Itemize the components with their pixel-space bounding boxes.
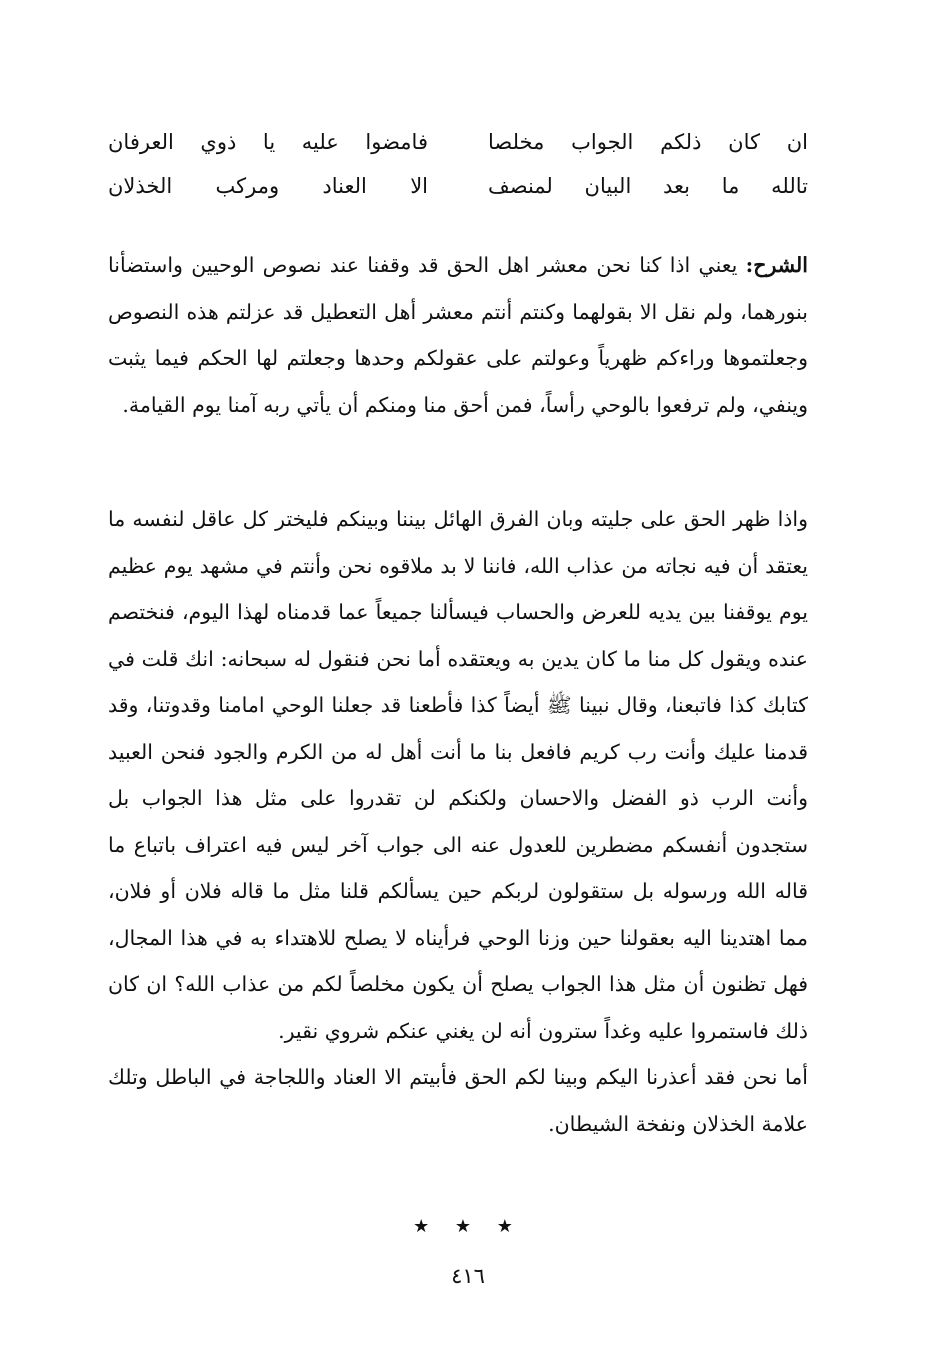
commentary-text: يعني اذا كنا نحن معشر اهل الحق قد وقفنا عند نصوص الوحيين واستضأنا بنورهما، ولم نقل الا بقولهما وكنتم أنتم معشر أهل التعطيل قد عزلتم هذه النصوص وجعلتموها وراءكم ظهرياً وعولتم على عقولكم وحدها وجعلتم لها الحكم فيما يثبت وينفي، ولم ترفعوا بالوحي رأساً، فمن أحق منا ومنكم أن يأتي ربه آمنا يوم القيامة. bbox=[108, 253, 808, 417]
first-hemistich: تالله ما بعد البيان لمنصف bbox=[488, 174, 808, 198]
second-hemistich: الا العناد ومركب الخذلان bbox=[108, 174, 428, 198]
commentary-paragraph bbox=[108, 242, 808, 428]
second-hemistich: فامضوا عليه يا ذوي العرفان bbox=[108, 130, 428, 154]
page-number: ٤١٦ bbox=[451, 1264, 485, 1288]
poem-verse bbox=[108, 118, 808, 166]
commentary-paragraph: واذا ظهر الحق على جليته وبان الفرق الهائل بيننا وبينكم فليختر كل عاقل لنفسه ما يعتقد أن فيه نجاته من عذاب الله، فاننا لا بد ملاقوه نحن وأنتم في مشهد يوم عظيم يوم يوقفنا بين يديه للعرض والحساب فيسألنا جميعاً عما قدمناه لهذا اليوم، فنختصم عنده ويقول كل منا ما كان يدين به ويعتقده أما نحن فنقول له سبحانه: انك قلت في كتابك كذا فاتبعنا، وقال نبينا ﷺ أيضاً كذا فأطعنا قد جعلنا الوحي امامنا وقدوتنا، وقد قدمنا عليك وأنت رب كريم فافعل بنا ما أنت أهل له من الكرم والجود فنحن العبيد وأنت الرب ذو الفضل والاحسان ولكنكم لن تقدروا على مثل هذا الجواب بل ستجدون أنفسكم مضطرين للعدول عنه الى جواب آخر ليس فيه اعتراف باتباع ما قاله الله ورسوله بل ستقولون لربكم حين يسألكم قلنا مثل ما قاله فلان أو فلان، مما اهتدينا اليه بعقولنا حين وزنا الوحي فرأيناه لا يصلح للاهتداء به في هذا المجال، فهل تظنون أن مثل هذا الجواب يصلح أن يكون مخلصاً لكم من عذاب الله؟ ان كان ذلك فاستمروا عليه وغداً سترون أنه لن يغني عنكم شروي نقير. bbox=[108, 507, 808, 1043]
poem-verse bbox=[108, 162, 808, 210]
section-separator: ★ ★ ★ bbox=[413, 1216, 523, 1237]
first-hemistich: ان كان ذلكم الجواب مخلصا bbox=[488, 130, 808, 154]
commentary-body bbox=[108, 496, 808, 1147]
commentary-paragraph: أما نحن فقد أعذرنا اليكم وبينا لكم الحق فأبيتم الا العناد واللجاجة في الباطل وتلك علامة الخذلان ونفخة الشيطان. bbox=[108, 1065, 808, 1136]
commentary-label: الشرح: bbox=[745, 253, 808, 277]
